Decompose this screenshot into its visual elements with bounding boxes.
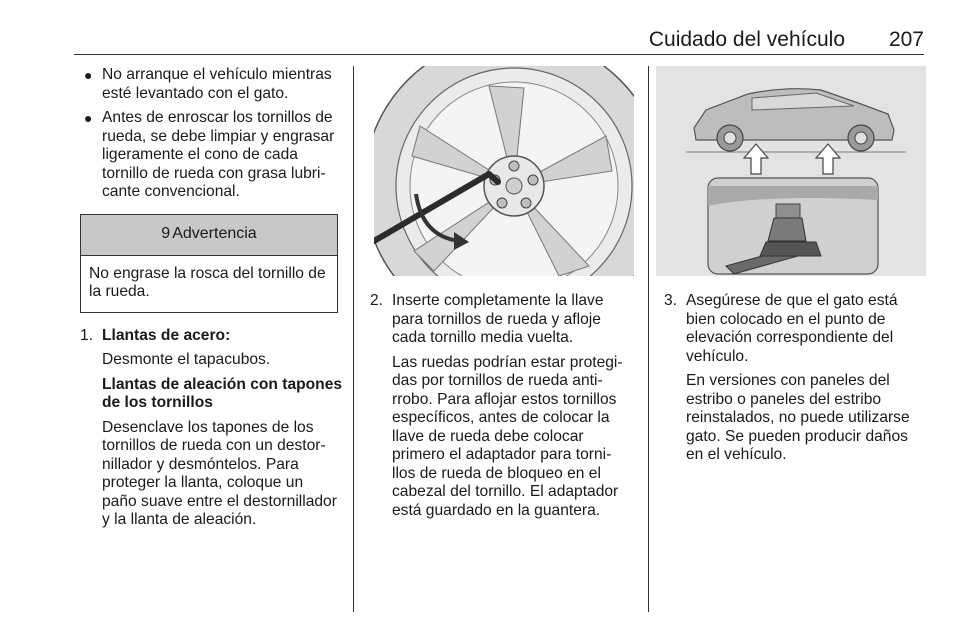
paragraph-line: reinstalados, no puede utilizarse: [686, 409, 910, 426]
step-1: [80, 327, 342, 530]
step-paragraph: [102, 419, 342, 530]
step-number: 2.: [370, 292, 384, 309]
paragraph-line: nillador y desmóntelos. Para: [102, 455, 299, 473]
bullet-text-line: ligeramente el cono de cada: [102, 146, 298, 163]
step-text-line: cada tornillo media vuelta.: [392, 329, 574, 346]
warning-icon: 9: [161, 225, 171, 243]
warning-body: [81, 256, 337, 312]
paragraph-line: específicos, antes de colocar la: [392, 409, 610, 426]
warning-header: [81, 215, 337, 256]
step-subheading: [102, 376, 342, 413]
jack-position-illustration: [656, 66, 926, 276]
paragraph-line: tornillos de rueda con un destor-: [102, 437, 326, 454]
bullet-text-line: esté levantado con el gato.: [102, 84, 289, 102]
paragraph-line: En versiones con paneles del: [686, 372, 890, 389]
warning-title: Advertencia: [172, 225, 257, 243]
column-3: [664, 66, 926, 465]
column-divider: [648, 66, 649, 612]
step-text-line: Inserte completamente la llave: [392, 292, 604, 309]
bullet-text-line: cante convencional.: [102, 183, 240, 200]
paragraph-line: gato. Se pueden producir daños: [686, 427, 908, 445]
paragraph-line: primero el adaptador para torni-: [392, 446, 612, 463]
page-number: 207: [888, 28, 924, 51]
column-2: [370, 66, 634, 520]
subheading-line: Llantas de aleación con tapones: [102, 375, 343, 393]
step-paragraph: [686, 372, 926, 465]
paragraph-line: cabezal del tornillo. El adaptador: [392, 483, 619, 500]
bullet-text-line: Antes de enroscar los tornillos de: [102, 109, 333, 126]
header-divider: [74, 54, 924, 55]
paragraph-line: proteger la llanta, coloque un: [102, 474, 304, 491]
bullet-text-line: tornillo de rueda con grasa lubri-: [102, 164, 326, 182]
paragraph-line: en el vehículo.: [686, 446, 787, 463]
page-header-title: Cuidado del vehículo: [648, 28, 845, 51]
step-text-line: para tornillos de rueda y afloje: [392, 310, 601, 328]
step-text: Desmonte el tapacubos.: [102, 351, 271, 368]
step-number: 1.: [80, 326, 94, 344]
bullet-text-line: No arranque el vehículo mientras: [102, 66, 332, 83]
step-number: 3.: [664, 292, 678, 309]
paragraph-line: y la llanta de aleación.: [102, 511, 257, 528]
paragraph-line: Desenclave los tapones de los: [102, 418, 314, 436]
warning-box: [80, 214, 338, 313]
step-heading: Llantas de acero:: [102, 326, 231, 344]
paragraph-line: das por tornillos de rueda anti-: [392, 372, 603, 389]
step-paragraph: [392, 354, 634, 521]
wheel-wrench-illustration: [374, 66, 634, 276]
paragraph-line: llos de rueda de bloqueo en el: [392, 464, 601, 482]
paragraph-line: estribo o paneles del estribo: [686, 390, 882, 408]
step-text-line: Asegúrese de que el gato está: [686, 292, 898, 309]
column-divider: [353, 66, 354, 612]
bullet-item: [80, 66, 342, 103]
step-3: [664, 292, 926, 465]
bullet-text-line: rueda, se debe limpiar y engrasar: [102, 127, 335, 145]
step-2: [370, 292, 634, 520]
bullet-icon: ●: [84, 67, 93, 83]
bullet-icon: ●: [84, 110, 93, 126]
warning-text-line: la rueda.: [89, 283, 150, 300]
paragraph-line: está guardado en la guantera.: [392, 501, 601, 519]
paragraph-line: rrobo. Para aflojar estos tornillos: [392, 390, 617, 408]
column-1: [80, 66, 342, 530]
paragraph-line: llave de rueda debe colocar: [392, 427, 584, 445]
bullet-item: [80, 109, 342, 202]
step-text-line: bien colocado en el punto de: [686, 310, 886, 328]
warning-text-line: No engrase la rosca del tornillo de: [89, 264, 326, 282]
paragraph-line: Las ruedas podrían estar protegi-: [392, 353, 623, 371]
subheading-line: de los tornillos: [102, 394, 213, 411]
step-text-line: vehículo.: [686, 347, 749, 365]
step-text-line: elevación correspondiente del: [686, 329, 894, 346]
paragraph-line: paño suave entre el destornillador: [102, 492, 337, 510]
